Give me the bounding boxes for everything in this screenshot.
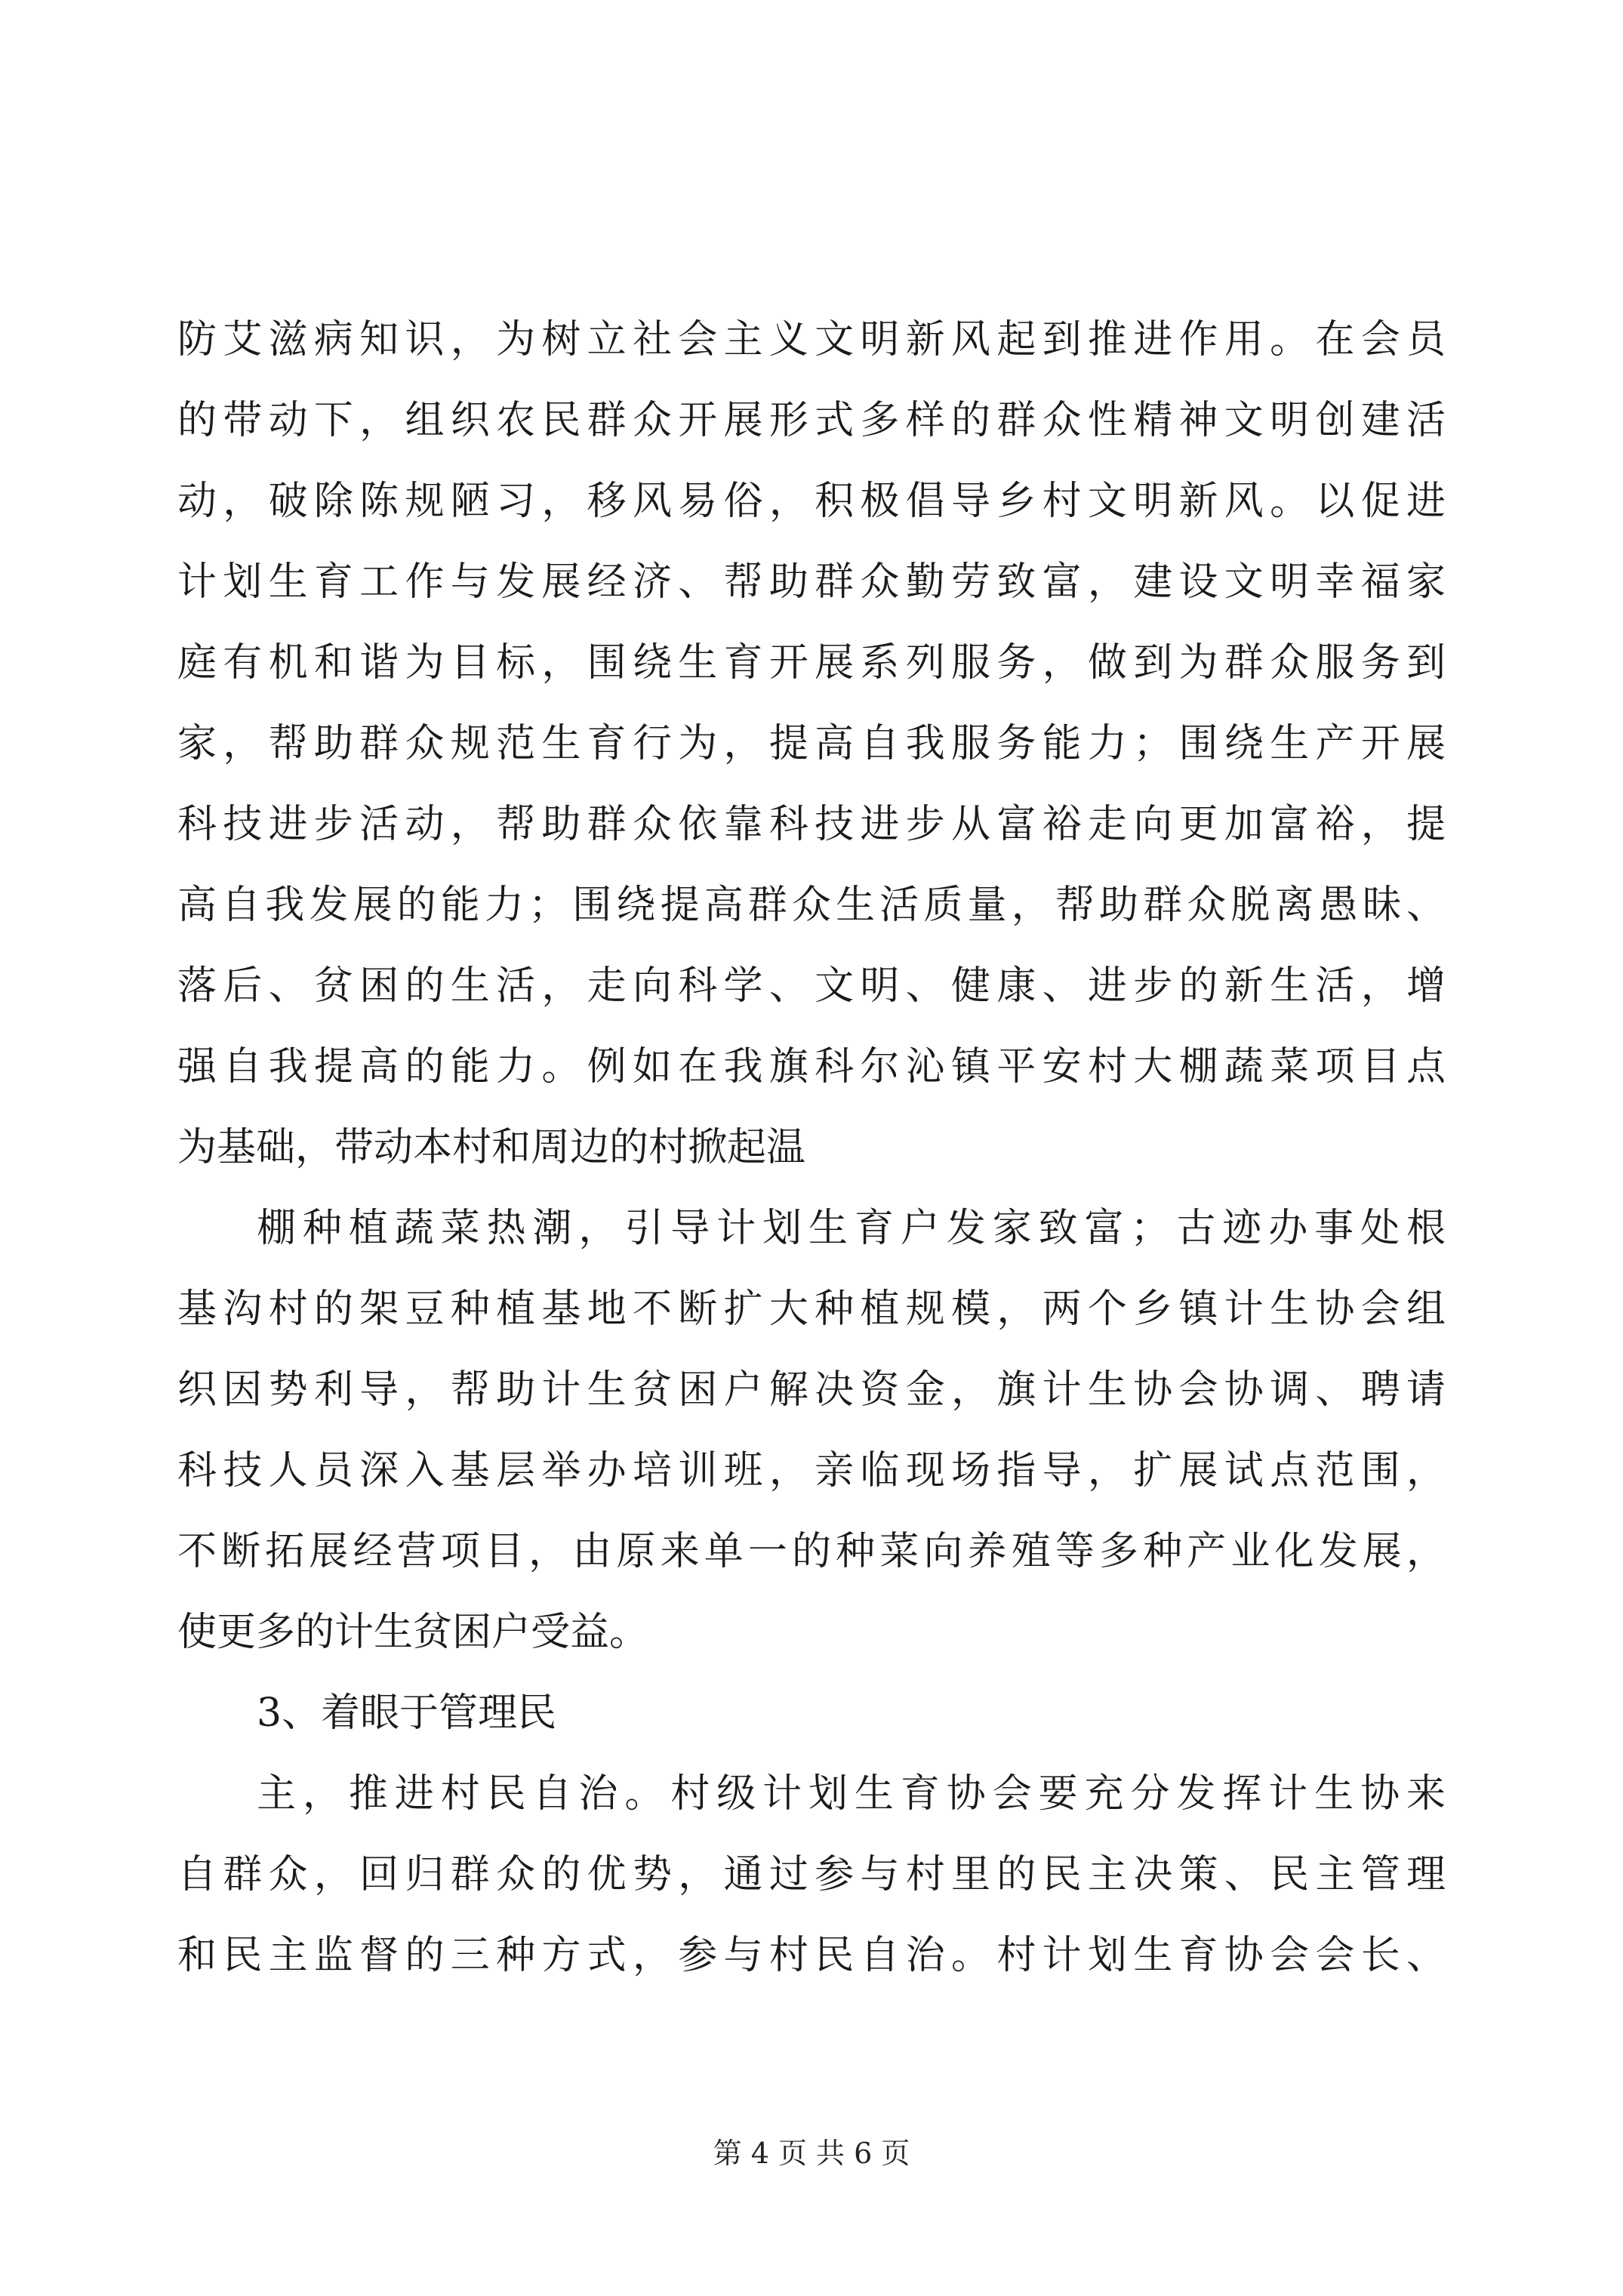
paragraph-line: 不断拓展经营项目，由原来单一的种菜向养殖等多种产业化发展， xyxy=(177,1529,1446,1574)
paragraph-line: 的带动下，组织农民群众开展形式多样的群众性精神文明创建活 xyxy=(177,398,1446,443)
paragraph-line: 织因势利导，帮助计生贫困户解决资金，旗计生协会协调、聘请 xyxy=(177,1367,1446,1413)
paragraph-line: 基沟村的架豆种植基地不断扩大种植规模，两个乡镇计生协会组 xyxy=(177,1287,1446,1332)
paragraph-line: 和民主监督的三种方式，参与村民自治。村计划生育协会会长、 xyxy=(177,1933,1446,1978)
paragraph-line: 为基础，带动本村和周边的村掀起温 xyxy=(177,1125,806,1170)
paragraph-line: 科技人员深入基层举办培训班，亲临现场指导，扩展试点范围， xyxy=(177,1448,1446,1493)
paragraph-line: 计划生育工作与发展经济、帮助群众勤劳致富，建设文明幸福家 xyxy=(177,559,1446,605)
page-number-footer: 第 4 页 共 6 页 xyxy=(713,2137,910,2170)
paragraph-line: 庭有机和谐为目标，围绕生育开展系列服务，做到为群众服务到 xyxy=(177,640,1446,686)
paragraph-line: 防艾滋病知识，为树立社会主义文明新风起到推进作用。在会员 xyxy=(177,317,1446,362)
paragraph-line: 使更多的计生贫困户受益。 xyxy=(177,1610,649,1655)
paragraph-line: 落后、贫困的生活，走向科学、文明、健康、进步的新生活，增 xyxy=(177,963,1446,1009)
paragraph-line: 高自我发展的能力；围绕提高群众生活质量，帮助群众脱离愚昧、 xyxy=(177,883,1446,928)
paragraph-line: 动，破除陈规陋习，移风易俗，积极倡导乡村文明新风。以促进 xyxy=(177,479,1446,524)
paragraph-line: 家，帮助群众规范生育行为，提高自我服务能力；围绕生产开展 xyxy=(177,721,1446,766)
paragraph-line: 棚种植蔬菜热潮，引导计划生育户发家致富；古迹办事处根 xyxy=(257,1206,1446,1251)
paragraph-line: 科技进步活动，帮助群众依靠科技进步从富裕走向更加富裕，提 xyxy=(177,802,1446,847)
paragraph-line: 强自我提高的能力。例如在我旗科尔沁镇平安村大棚蔬菜项目点 xyxy=(177,1044,1446,1089)
paragraph-line: 3、着眼于管理民 xyxy=(257,1690,557,1736)
paragraph-line: 自群众，回归群众的优势，通过参与村里的民主决策、民主管理 xyxy=(177,1852,1446,1897)
paragraph-line: 主，推进村民自治。村级计划生育协会要充分发挥计生协来 xyxy=(257,1771,1446,1817)
